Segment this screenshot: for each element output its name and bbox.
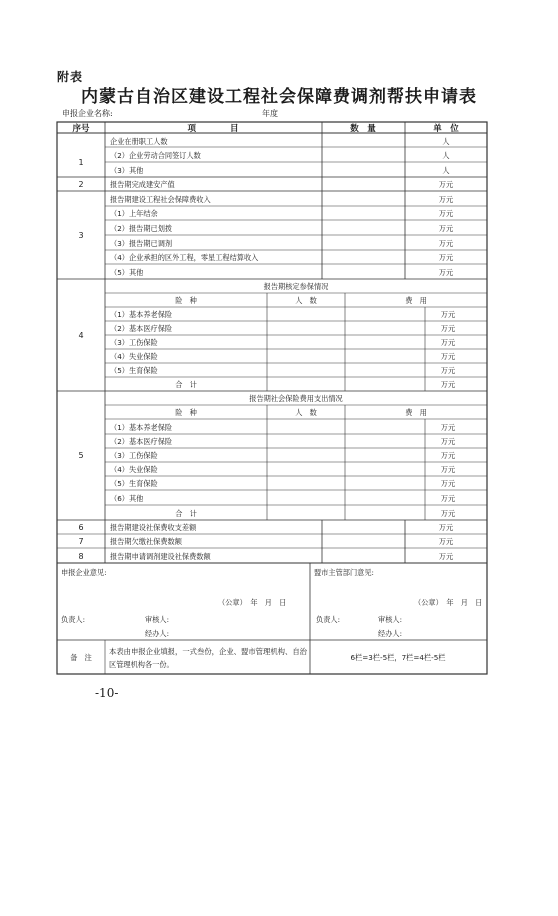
row-unit: 万元 <box>438 552 454 561</box>
authority-seal-date: （公章） 年 月 日 <box>414 598 483 607</box>
seq-7: 7 <box>78 537 84 546</box>
authority-opinion-title: 盟市主管部门意见: <box>314 568 374 577</box>
row-unit: 万元 <box>440 451 456 460</box>
total-label: 合 计 <box>175 509 197 518</box>
row-label: 报告期完成建安产值 <box>110 180 175 189</box>
row-unit: 人 <box>442 137 450 146</box>
seq-8: 8 <box>78 552 84 561</box>
total-unit: 万元 <box>440 380 456 389</box>
remarks-text-line1: 本表由申报企业填报，一式叁份，企业、盟市管理机构、自治 <box>109 647 304 656</box>
seq-6: 6 <box>78 523 84 532</box>
row-label: （2）企业劳动合同签订人数 <box>110 151 201 160</box>
seq-5: 5 <box>78 451 84 460</box>
row-label: （4）企业承担的区外工程，零星工程结算收入 <box>110 253 259 262</box>
col-cost: 费 用 <box>405 296 427 305</box>
row-unit: 万元 <box>438 209 454 218</box>
row-unit: 万元 <box>440 479 456 488</box>
row-unit: 万元 <box>440 437 456 446</box>
row-unit: 万元 <box>438 537 454 546</box>
col-insurance-type: 险 种 <box>175 408 197 417</box>
seq-2: 2 <box>78 180 84 189</box>
row-label: 报告期建设工程社会保障费收入 <box>110 195 211 204</box>
header-unit: 单 位 <box>433 124 459 134</box>
appendix-label: 附表 <box>57 70 84 84</box>
row-unit: 万元 <box>438 523 454 532</box>
row-unit: 万元 <box>440 310 456 319</box>
applicant-unit-label: 申报企业名称: <box>62 109 113 118</box>
col-cost: 费 用 <box>405 408 427 417</box>
applicant-reviewer: 审核人: <box>145 615 169 624</box>
remarks-formula: 6栏=3栏-5栏，7栏=4栏-5栏 <box>350 653 446 662</box>
row-label: 报告期申请调剂建设社保费数额 <box>110 552 211 561</box>
row-label: （2）报告期已划拨 <box>110 224 173 233</box>
remarks-label: 备 注 <box>70 653 92 662</box>
row-unit: 人 <box>442 151 450 160</box>
seq-4: 4 <box>78 331 84 340</box>
row-label: （1）基本养老保险 <box>110 423 173 432</box>
authority-responsible: 负责人: <box>316 615 340 624</box>
row-label: （3）报告期已调剂 <box>110 239 173 248</box>
row-label: （1）上年结余 <box>110 209 158 218</box>
total-label: 合 计 <box>175 380 197 389</box>
remarks-text-line2: 区管理机构各一份。 <box>109 660 174 669</box>
section-title: 报告期核定参保情况 <box>263 282 329 291</box>
applicant-handler: 经办人: <box>145 629 169 638</box>
applicant-responsible: 负责人: <box>61 615 85 624</box>
row-unit: 万元 <box>438 180 454 189</box>
row-unit: 万元 <box>440 324 456 333</box>
header-seq: 序号 <box>72 124 90 134</box>
row-unit: 万元 <box>440 352 456 361</box>
applicant-opinion-title: 申报企业意见: <box>61 568 107 577</box>
row-unit: 万元 <box>440 423 456 432</box>
row-label: （2）基本医疗保险 <box>110 324 173 333</box>
applicant-seal-date: （公章） 年 月 日 <box>218 598 287 607</box>
row-label: （5）生育保险 <box>110 479 158 488</box>
header-qty: 数 量 <box>350 124 376 134</box>
row-label: （5）其他 <box>110 268 144 277</box>
row-unit: 万元 <box>440 494 456 503</box>
col-people: 人 数 <box>295 408 317 417</box>
row-label: （6）其他 <box>110 494 144 503</box>
row-unit: 万元 <box>438 195 454 204</box>
row-label: （5）生育保险 <box>110 366 158 375</box>
row-label: （4）失业保险 <box>110 352 158 361</box>
row-label: （3）其他 <box>110 166 144 175</box>
row-label: （1）基本养老保险 <box>110 310 173 319</box>
form-title: 内蒙古自治区建设工程社会保障费调剂帮扶申请表 <box>81 87 477 107</box>
seq-1: 1 <box>78 158 84 167</box>
col-people: 人 数 <box>295 296 317 305</box>
row-label: （3）工伤保险 <box>110 451 158 460</box>
section-title: 报告期社会保险费用支出情况 <box>249 394 343 403</box>
row-label: （4）失业保险 <box>110 465 158 474</box>
row-unit: 万元 <box>440 338 456 347</box>
year-label: 年度 <box>262 109 278 118</box>
row-unit: 万元 <box>440 465 456 474</box>
row-label: 企业在册职工人数 <box>110 137 168 146</box>
row-unit: 万元 <box>438 268 454 277</box>
authority-handler: 经办人: <box>378 629 402 638</box>
row-unit: 人 <box>442 166 450 175</box>
row-label: 报告期欠缴社保费数额 <box>110 537 182 546</box>
row-label: （3）工伤保险 <box>110 338 158 347</box>
page-number: -10- <box>95 686 119 700</box>
authority-reviewer: 审核人: <box>378 615 402 624</box>
row-label: 报告期建设社保费收支差额 <box>110 523 197 532</box>
seq-3: 3 <box>78 231 84 240</box>
row-unit: 万元 <box>440 366 456 375</box>
row-unit: 万元 <box>438 239 454 248</box>
total-unit: 万元 <box>440 509 456 518</box>
row-unit: 万元 <box>438 253 454 262</box>
header-item: 项 目 <box>187 124 239 134</box>
col-insurance-type: 险 种 <box>175 296 197 305</box>
row-unit: 万元 <box>438 224 454 233</box>
row-label: （2）基本医疗保险 <box>110 437 173 446</box>
